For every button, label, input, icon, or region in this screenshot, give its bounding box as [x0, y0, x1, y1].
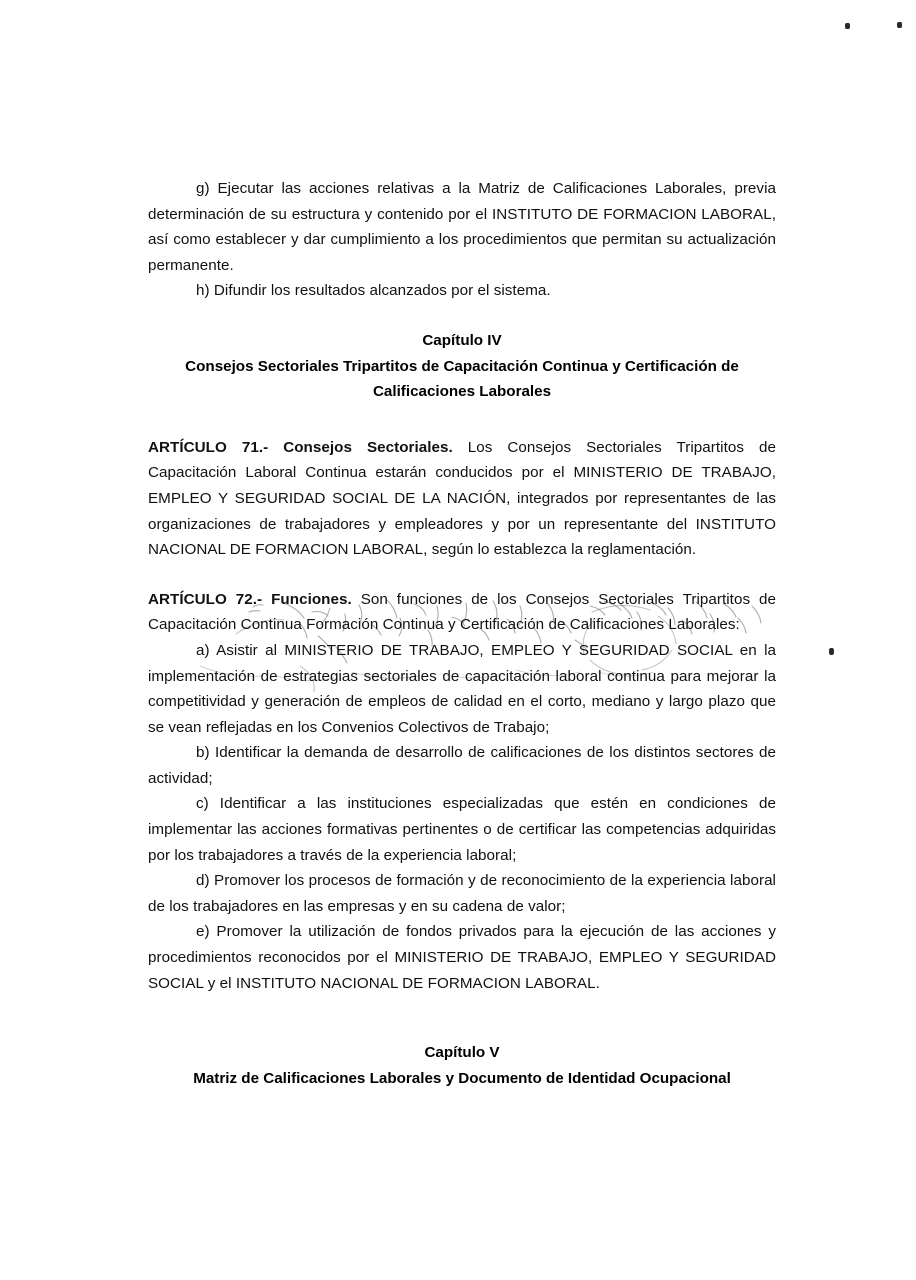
- heading-capitulo-iv-line-1: Capítulo IV: [422, 331, 502, 349]
- scan-speckle: [829, 648, 834, 655]
- scan-speckle: [845, 23, 850, 29]
- paragraph-item-a: a) Asistir al MINISTERIO DE TRABAJO, EMPLEO Y SEGURIDAD SOCIAL en la implementación de estrategias sectoriales de capacitación laboral continua para mejorar la competitividad y generación de empleos de calidad en el corto, mediano y largo plazo que se vean reflejadas en los Convenios Colectivos de Trabajo;: [148, 641, 776, 736]
- paragraph-item-h: h) Difundir los resultados alcanzados por el sistema.: [196, 282, 551, 300]
- spacer: [148, 405, 776, 435]
- heading-capitulo-v-line-1: Capítulo V: [424, 1044, 500, 1062]
- document-text-column: [148, 176, 776, 1091]
- paragraph-item-e: e) Promover la utilización de fondos privados para la ejecución de las acciones y procedimientos reconocidos por el MINISTERIO DE TRABAJO, EMPLEO Y SEGURIDAD SOCIAL y el INSTITUTO NACIONAL DE FORMACION LABORAL.: [148, 923, 776, 992]
- heading-capitulo-v-line-2: Matriz de Calificaciones Laborales y Documento de Identidad Ocupacional: [193, 1069, 731, 1087]
- heading-capitulo-iv: [148, 328, 776, 405]
- spacer: [148, 563, 776, 587]
- heading-capitulo-iv-line-3: Calificaciones Laborales: [372, 383, 552, 401]
- heading-capitulo-v: [148, 1040, 776, 1091]
- articulo-71-label: ARTÍCULO 71.- Consejos Sectoriales.: [148, 438, 453, 456]
- paragraph-item-g: g) Ejecutar las acciones relativas a la Matriz de Calificaciones Laborales, previa determinación de su estructura y contenido por el INSTITUTO DE FORMACION LABORAL, así como establecer y dar cumplimiento a los procedimientos que permitan su actualización permanente.: [148, 180, 776, 274]
- paragraph-item-c: c) Identificar a las instituciones especializadas que estén en condiciones de implementar las acciones formativas pertinentes o de certificar las competencias adquiridas por los trabajadores a través de la experiencia laboral;: [148, 795, 776, 864]
- spacer: [148, 996, 776, 1040]
- articulo-72-label: ARTÍCULO 72.- Funciones.: [148, 590, 352, 608]
- spacer: [148, 304, 776, 328]
- paragraph-articulo-72: [148, 587, 776, 638]
- articulo-72-body: Son funciones de los Consejos Sectoriales Tripartitos de Capacitación Continua Formación Continua y Certificación de Calificaciones Laborales:: [148, 590, 777, 634]
- articulo-71-body: Los Consejos Sectoriales Tripartitos de Capacitación Laboral Continua estarán conducidos por el MINISTERIO DE TRABAJO, EMPLEO Y SEGURIDAD SOCIAL DE LA NACIÓN, integrados por representantes de las organizaciones de trabajadores y empleadores y por un representante del INSTITUTO NACIONAL DE FORMACION LABORAL, según lo establezca la reglamentación.: [148, 438, 776, 559]
- paragraph-articulo-71: [148, 435, 776, 563]
- paragraph-item-b: b) Identificar la demanda de desarrollo de calificaciones de los distintos sectores de actividad;: [148, 744, 776, 787]
- heading-capitulo-iv-line-2: Consejos Sectoriales Tripartitos de Capacitación Continua y Certificación de: [185, 357, 739, 375]
- scan-speckle: [897, 22, 902, 28]
- paragraph-item-d: d) Promover los procesos de formación y de reconocimiento de la experiencia laboral de los trabajadores en las empresas y en su cadena de valor;: [148, 872, 776, 915]
